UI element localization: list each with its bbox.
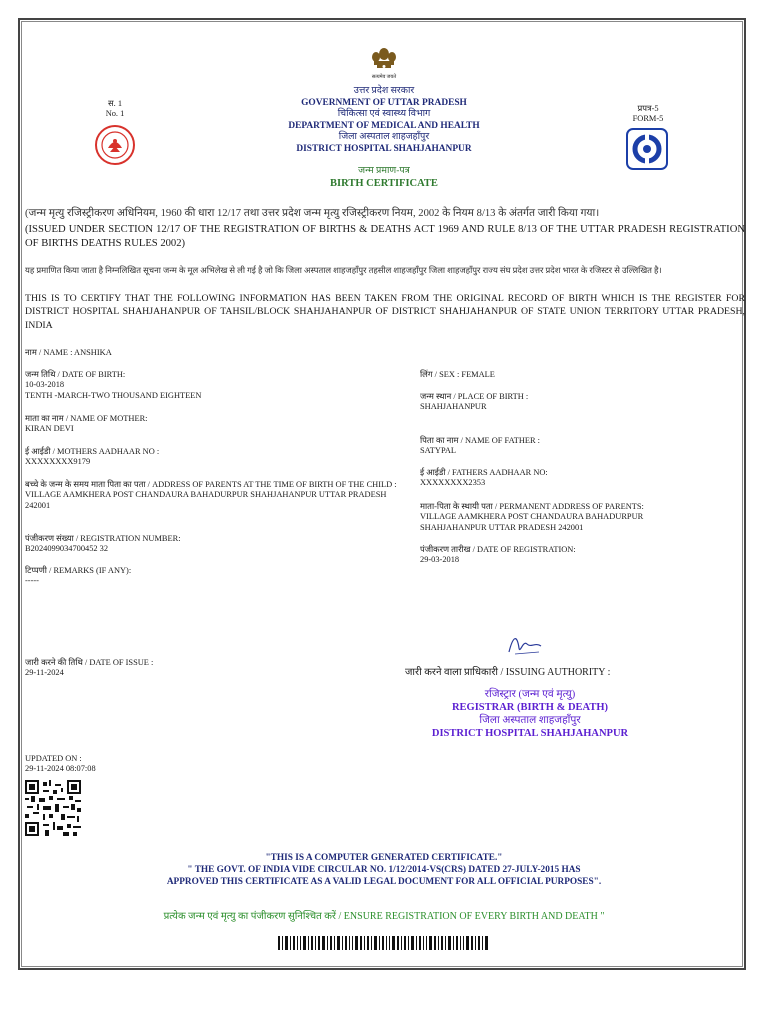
father-aadhaar-label: ई आईडी / FATHERS AADHAAR NO:: [420, 468, 548, 477]
form-en: FORM-5: [632, 114, 664, 124]
serial-number: [100, 99, 130, 120]
reg-date-value: 29-03-2018: [420, 555, 460, 565]
updated-on: [25, 754, 225, 775]
crs-logo-icon: [626, 128, 668, 170]
field-mother-aadhaar: [25, 447, 325, 468]
mother-label: माता का नाम / NAME OF MOTHER:: [25, 414, 148, 423]
field-remarks: [25, 566, 325, 587]
footer-line-2: " THE GOVT. OF INDIA VIDE CIRCULAR NO. 1/12/2014-VS(CRS) DATED 27-JULY-2015 HAS: [187, 865, 581, 875]
reg-no-label: पंजीकरण संख्या / REGISTRATION NUMBER:: [25, 534, 181, 543]
reg-no-value: B2024099034700452 32: [25, 544, 109, 554]
dob-words: TENTH -MARCH-TWO THOUSAND EIGHTEEN: [25, 390, 202, 400]
act-reference-en: (ISSUED UNDER SECTION 12/17 OF THE REGISTRATION OF BIRTHS & DEATHS ACT 1969 AND RULE 8/13 OF THE UTTAR PRADESH REGISTRATION OF BIRTHS DEATHS RULES 2002): [25, 224, 745, 249]
field-father-aadhaar: [420, 468, 720, 489]
pob-value: SHAHJAHANPUR: [420, 402, 487, 412]
ensure-registration-banner: प्रत्येक जन्म एवं मृत्यु का पंजीकरण सुनिश्चित करें / ENSURE REGISTRATION OF EVERY BIRTH AND DEATH ": [163, 911, 605, 922]
father-aadhaar-value: XXXXXXXX2353: [420, 478, 486, 488]
gov-title-en: GOVERNMENT OF UTTAR PRADESH: [301, 97, 467, 108]
hospital-title-hi: जिला अस्पताल शाहजहाँपुर: [338, 132, 430, 142]
cert-title-en: BIRTH CERTIFICATE: [330, 177, 438, 189]
field-date-of-birth: [25, 370, 325, 401]
reg-date-label: पंजीकरण तारीख / DATE OF REGISTRATION:: [420, 545, 576, 554]
mother-aadhaar-value: XXXXXXXX9179: [25, 457, 91, 467]
issue-label: जारी करने की तिथि / DATE OF ISSUE :: [25, 658, 154, 667]
certify-statement-en: THIS IS TO CERTIFY THAT THE FOLLOWING INFORMATION HAS BEEN TAKEN FROM THE ORIGINAL RECORD OF BIRTH WHICH IS THE REGISTER FOR DISTRICT HOSPITAL SHAHJAHANPUR OF TAHSIL/BLOCK SHAHJAHANPUR OF DISTRICT SHAHJAHANPUR OF STATE UNION TERRITORY UTTAR PRADESH, INDIA: [25, 293, 745, 331]
issue-value: 29-11-2024: [25, 668, 64, 678]
gov-title-hi: उत्तर प्रदेश सरकार: [353, 86, 415, 96]
dept-title-hi: चिकित्सा एवं स्वास्थ्य विभाग: [337, 109, 431, 119]
registrar-title-en: REGISTRAR (BIRTH & DEATH): [451, 702, 609, 713]
address-birth-label: बच्चे के जन्म के समय माता पिता का पता / ADDRESS OF PARENTS AT THE TIME OF BIRTH OF THE CHILD :: [25, 480, 397, 489]
father-value: SATYPAL: [420, 446, 456, 456]
registrar-signature: [505, 630, 545, 660]
remarks-label: टिप्पणी / REMARKS (IF ANY):: [25, 566, 132, 575]
pob-label: जन्म स्थान / PLACE OF BIRTH :: [420, 392, 529, 401]
field-address-at-birth: [25, 480, 413, 511]
up-government-seal-icon: [94, 124, 136, 166]
authority-hospital-en: DISTRICT HOSPITAL SHAHJAHANPUR: [431, 728, 629, 739]
field-place-of-birth: [420, 392, 720, 413]
dob-label: जन्म तिथि / DATE OF BIRTH:: [25, 370, 126, 379]
field-sex: लिंग / SEX : FEMALE: [420, 370, 495, 379]
certify-statement-hi: यह प्रमाणित किया जाता है निम्नलिखित सूचना जन्म के मूल अभिलेख से ली गई है जो कि जिला अस्पताल शाहजहाँपुर तहसील शाहजहाँपुर जिला शाहजहाँपुर राज्य संघ प्रदेश उत्तर प्रदेश भारत के रजिस्टर से उल्लिखित है।: [25, 266, 662, 275]
address-perm-value: VILLAGE AAMKHERA POST CHANDAURA BAHADURPUR SHAHJAHANPUR UTTAR PRADESH 242001: [420, 512, 644, 532]
field-date-of-issue: [25, 658, 325, 679]
computer-generated-notice: [84, 852, 684, 888]
dept-title-en: DEPARTMENT OF MEDICAL AND HEALTH: [288, 120, 480, 131]
updated-label: UPDATED ON :: [25, 754, 82, 763]
footer-line-3: APPROVED THIS CERTIFICATE AS A VALID LEGAL DOCUMENT FOR ALL OFFICIAL PURPOSES".: [166, 877, 602, 887]
hospital-title-en: DISTRICT HOSPITAL SHAHJAHANPUR: [296, 143, 472, 154]
dob-value: 10-03-2018: [25, 380, 65, 390]
remarks-value: -----: [25, 576, 39, 586]
registrar-title-hi: रजिस्ट्रार (जन्म एवं मृत्यु): [484, 689, 576, 700]
address-birth-value: VILLAGE AAMKHERA POST CHANDAURA BAHADURPUR SHAHJAHANPUR UTTAR PRADESH 242001: [25, 490, 387, 510]
issuing-authority-label: जारी करने वाला प्राधिकारी / ISSUING AUTHORITY :: [405, 667, 611, 678]
act-reference-hi: (जन्म मृत्यु रजिस्ट्रीकरण अधिनियम, 1960 की धारा 12/17 तथा उत्तर प्रदेश जन्म मृत्यु रजिस्ट्रीकरण नियम, 2002 के नियम 8/13 के अंतर्गत जारी किया गया।: [25, 208, 600, 219]
field-permanent-address: [420, 502, 710, 533]
field-father-name: [420, 436, 720, 457]
verification-qr-code[interactable]: [25, 780, 81, 836]
mother-aadhaar-label: ई आईडी / MOTHERS AADHAAR NO :: [25, 447, 160, 456]
footer-line-1: "THIS IS A COMPUTER GENERATED CERTIFICATE.": [265, 853, 503, 863]
field-date-of-registration: [420, 545, 720, 566]
form-number: [628, 104, 668, 125]
father-label: पिता का नाम / NAME OF FATHER :: [420, 436, 540, 445]
certificate-barcode: [278, 936, 490, 950]
serial-hi: स. 1: [107, 99, 123, 108]
updated-value: 29-11-2024 08:07:08: [25, 764, 96, 774]
emblem-motto: सत्यमेव जयते: [371, 75, 397, 80]
field-mother-name: [25, 414, 325, 435]
issuing-authority-block: [380, 688, 680, 740]
serial-en: No. 1: [105, 109, 125, 119]
address-perm-label: माता-पिता के स्थायी पता / PERMANENT ADDRESS OF PARENTS:: [420, 502, 644, 511]
form-hi: प्रपत्र-5: [637, 104, 659, 113]
mother-value: KIRAN DEVI: [25, 424, 74, 434]
field-name: नाम / NAME : ANSHIKA: [25, 348, 112, 357]
cert-title-hi: जन्म प्रमाण-पत्र: [358, 166, 410, 176]
authority-hospital-hi: जिला अस्पताल शाहजहाँपुर: [479, 715, 581, 726]
field-registration-number: [25, 534, 325, 555]
